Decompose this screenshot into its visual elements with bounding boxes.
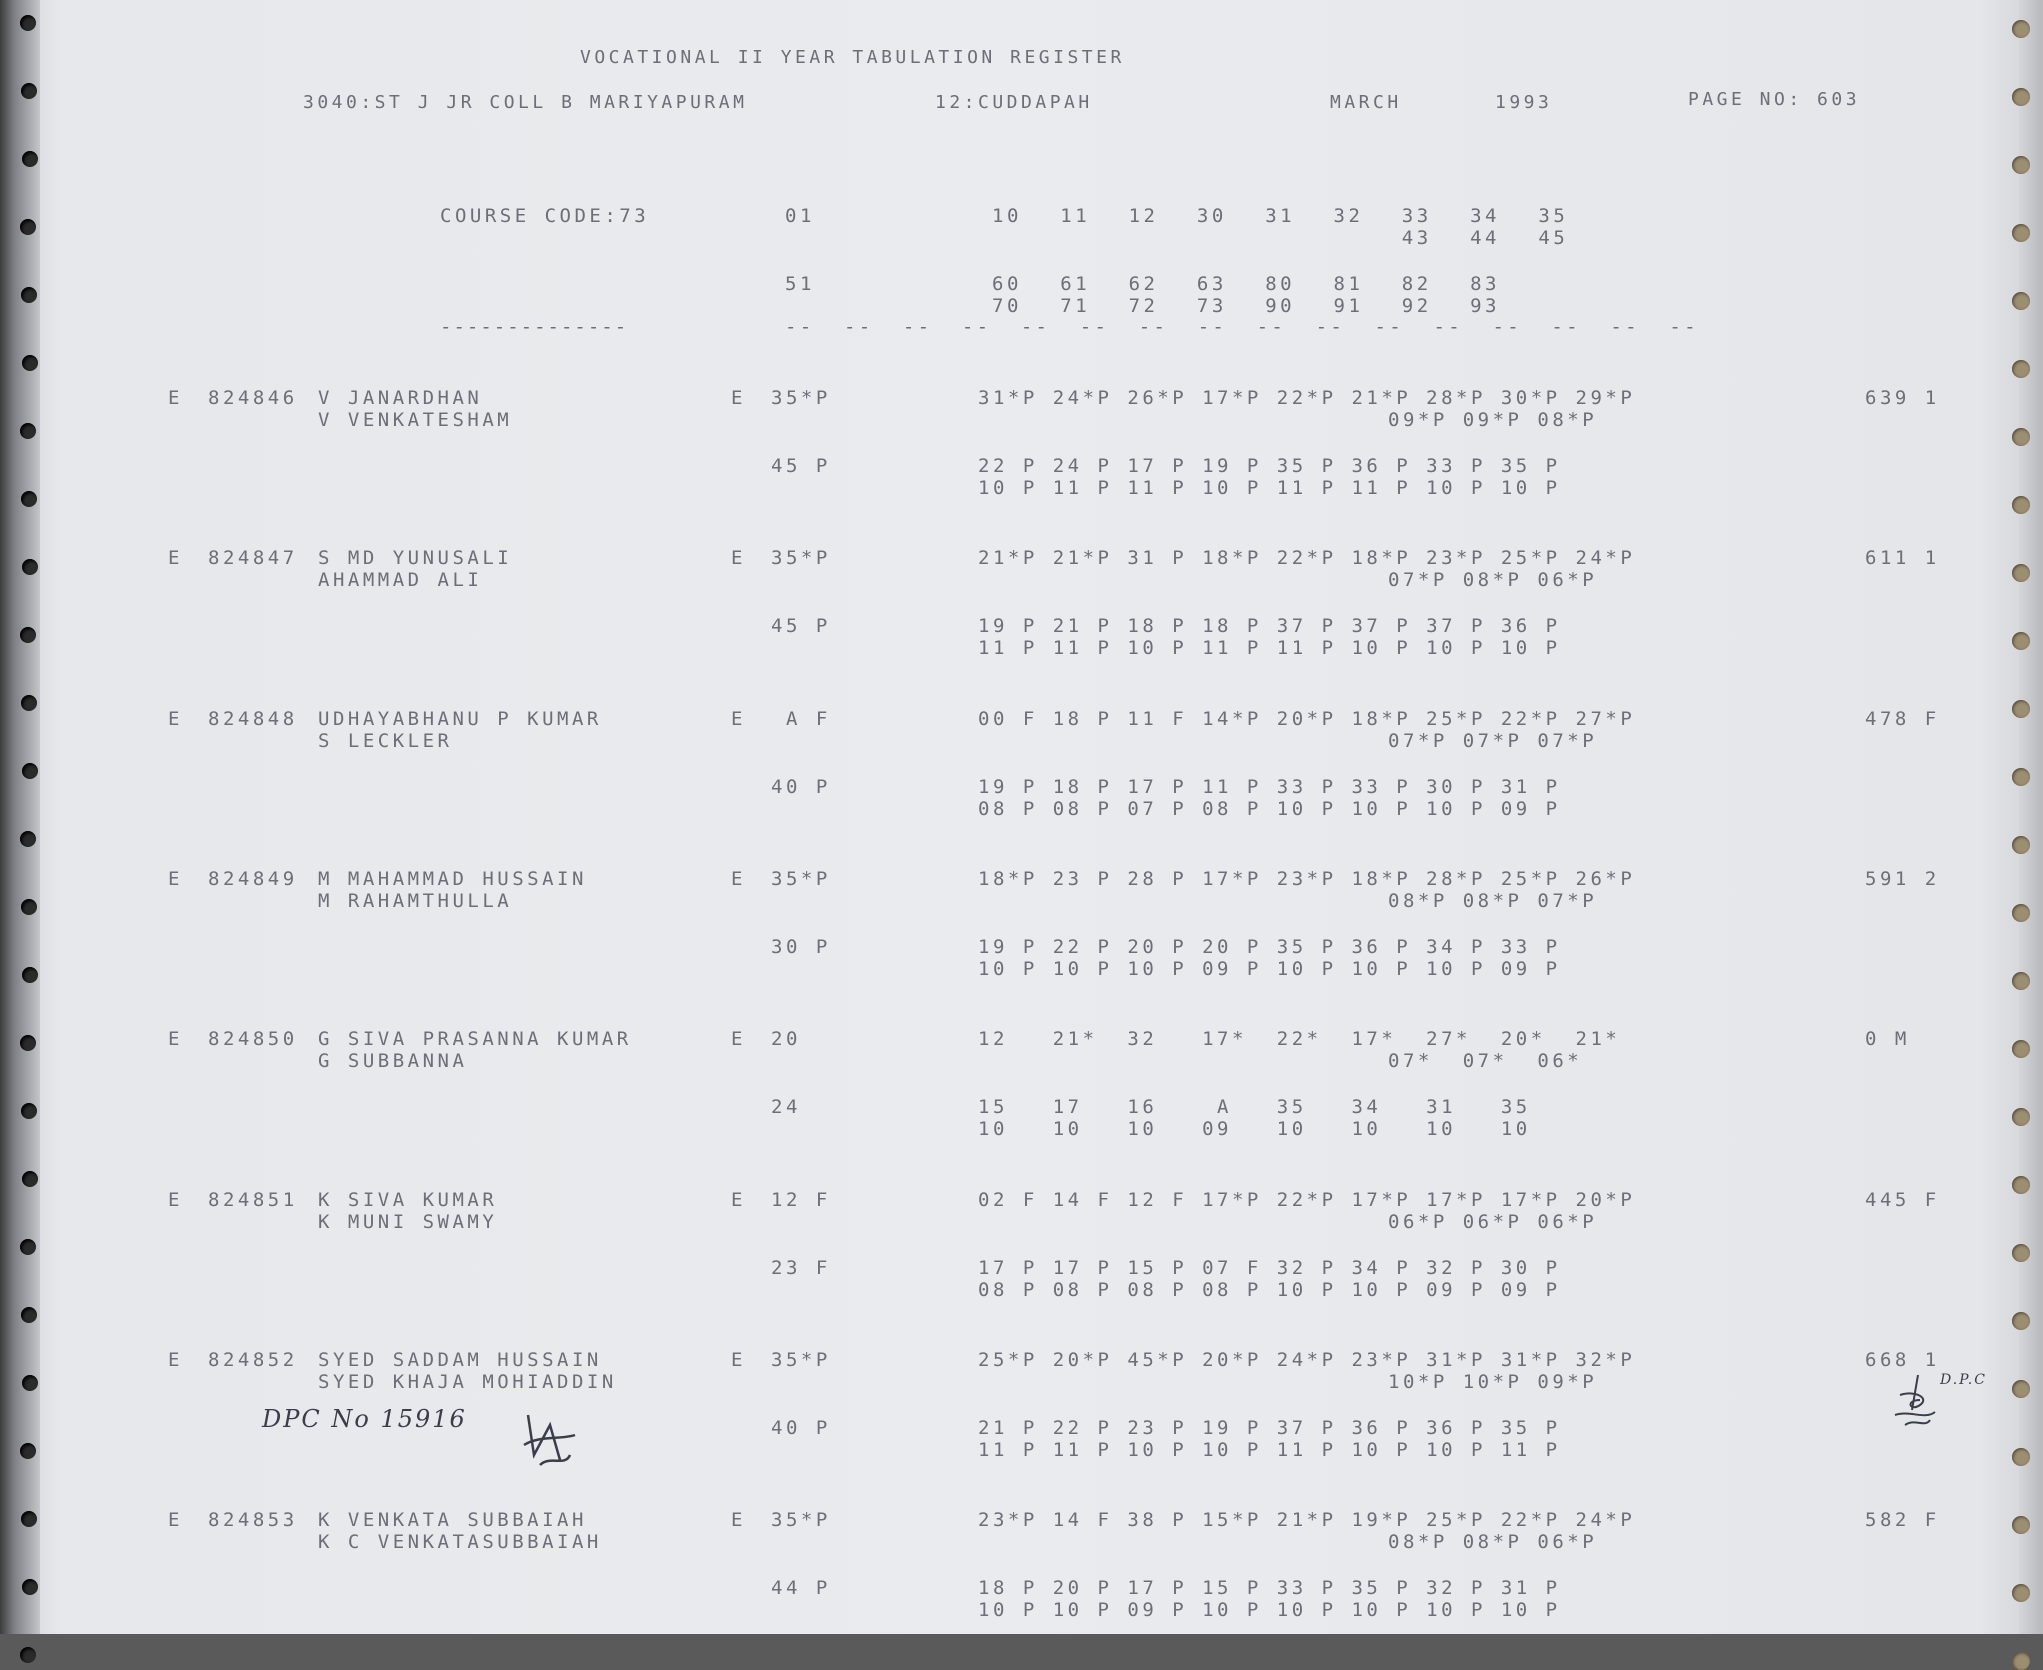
sprocket-hole-left: [22, 151, 38, 167]
sprocket-hole-right: [2012, 20, 2030, 38]
sprocket-hole-right: [2012, 1516, 2030, 1534]
sprocket-hole-right: [2012, 904, 2030, 922]
marks-row1: 25*P 20*P 45*P 20*P 24*P 23*P 31*P 31*P 32*P: [978, 1348, 1636, 1371]
sprocket-hole-left: [20, 1239, 36, 1255]
student-name: V JANARDHAN: [318, 387, 483, 409]
subject-code: 11: [1060, 205, 1091, 227]
roll-number: 824848: [208, 707, 298, 730]
sprocket-hole-right: [2012, 1584, 2030, 1602]
total-result: 445 F: [1865, 1188, 1940, 1211]
sprocket-hole-right: [2012, 972, 2030, 990]
marks-row2: 17 P 17 P 15 P 07 F 32 P 34 P 32 P 30 P: [978, 1256, 1561, 1279]
sprocket-hole-left: [21, 1103, 37, 1119]
father-name: V VENKATESHAM: [318, 409, 513, 431]
sprocket-hole-left: [20, 1647, 36, 1663]
marks-row2: 19 P 22 P 20 P 20 P 35 P 36 P 34 P 33 P: [978, 935, 1561, 958]
roll-number: 824849: [208, 867, 298, 890]
marks-row2: 19 P 18 P 17 P 11 P 33 P 33 P 30 P 31 P: [978, 775, 1561, 798]
sprocket-hole-left: [21, 287, 37, 303]
second-subject-mark: 24: [771, 1096, 801, 1119]
subject-code: 63: [1196, 273, 1227, 295]
subject-code-sub: 71: [1060, 295, 1091, 317]
subject-code-sub: 70: [992, 295, 1022, 317]
record-type: E: [168, 867, 183, 890]
exam-year: 1993: [1495, 92, 1553, 113]
handwritten-margin-note: D.P.C: [1940, 1372, 1987, 1388]
marks-row2-sub: 10 P 10 P 09 P 10 P 10 P 10 P 10 P 10 P: [978, 1599, 1561, 1622]
sprocket-hole-right: [2012, 88, 2030, 106]
marks-row1-sub: 06*P 06*P 06*P: [1388, 1210, 1598, 1233]
subject-code: 10: [992, 205, 1022, 227]
father-name: AHAMMAD ALI: [318, 569, 483, 592]
subject-code: 60: [992, 273, 1022, 295]
sprocket-hole-right: [2012, 1244, 2030, 1262]
marks-row1: 31*P 24*P 26*P 17*P 22*P 21*P 28*P 30*P 29*P: [978, 387, 1636, 409]
marks-row1: 23*P 14 F 38 P 15*P 21*P 19*P 25*P 22*P 24*P: [978, 1509, 1636, 1532]
record-type: E: [168, 1509, 183, 1532]
father-name: SYED KHAJA MOHIADDIN: [318, 1370, 617, 1393]
second-subject-mark: 23 F: [771, 1256, 831, 1279]
marks-row2-sub: 08 P 08 P 07 P 08 P 10 P 10 P 10 P 09 P: [978, 797, 1561, 820]
subject-code: 81: [1333, 273, 1364, 295]
marks-row1-sub: 07* 07* 06*: [1388, 1050, 1583, 1073]
sprocket-hole-left: [20, 219, 36, 235]
sprocket-hole-right: [2012, 1108, 2030, 1126]
first-subject-mark: 12 F: [771, 1188, 831, 1211]
subject-code: 35: [1538, 205, 1569, 227]
sprocket-hole-left: [22, 967, 38, 983]
handwritten-dpc-note: DPC No 15916: [262, 1405, 467, 1433]
sprocket-hole-left: [22, 1171, 38, 1187]
sprocket-hole-left: [22, 1579, 38, 1595]
total-result: 0 M: [1865, 1028, 1910, 1051]
handwritten-signature-1: [520, 1405, 580, 1475]
roll-number: 824847: [208, 547, 298, 570]
sprocket-hole-right: [2012, 1380, 2030, 1398]
subject-code-sub: 92: [1401, 295, 1432, 317]
college-name: 3040:ST J JR COLL B MARIYAPURAM: [303, 92, 748, 113]
marks-row2-sub: 10 P 10 P 10 P 09 P 10 P 10 P 10 P 09 P: [978, 957, 1561, 980]
sprocket-hole-left: [21, 83, 37, 99]
second-subject-mark: 44 P: [771, 1577, 831, 1600]
sprocket-hole-right: [2012, 768, 2030, 786]
header-dashes: -- -- -- -- -- -- -- -- -- -- -- -- -- -- -- --: [785, 316, 1699, 338]
sprocket-hole-left: [20, 1443, 36, 1459]
record-type: E: [168, 1028, 183, 1051]
sprocket-hole-left: [21, 1511, 37, 1527]
marks-row1-sub: 08*P 08*P 07*P: [1388, 889, 1598, 912]
father-name: M RAHAMTHULLA: [318, 889, 513, 912]
father-name: S LECKLER: [318, 729, 453, 752]
subject-code: 30: [1196, 205, 1227, 227]
sprocket-hole-right: [2012, 1448, 2030, 1466]
marks-row1-sub: 10*P 10*P 09*P: [1388, 1370, 1598, 1393]
district-name: 12:CUDDAPAH: [935, 92, 1093, 113]
student-name: K SIVA KUMAR: [318, 1188, 498, 1211]
total-result: 611 1: [1865, 547, 1940, 570]
medium: E: [731, 707, 746, 730]
header-underline: --------------: [440, 316, 629, 338]
marks-row1: 02 F 14 F 12 F 17*P 22*P 17*P 17*P 17*P 20*P: [978, 1188, 1636, 1211]
page-number: PAGE NO: 603: [1688, 89, 1861, 110]
total-result: 668 1: [1865, 1348, 1940, 1371]
marks-row2: 19 P 21 P 18 P 18 P 37 P 37 P 37 P 36 P: [978, 615, 1561, 638]
sprocket-hole-right: [2012, 1040, 2030, 1058]
sprocket-hole-left: [21, 695, 37, 711]
sprocket-hole-left: [22, 1375, 38, 1391]
sprocket-hole-right: [2012, 632, 2030, 650]
sprocket-hole-left: [20, 15, 36, 31]
second-subject-mark: 40 P: [771, 775, 831, 798]
sprocket-hole-left: [20, 627, 36, 643]
marks-row2-sub: 11 P 11 P 10 P 11 P 11 P 10 P 10 P 10 P: [978, 637, 1561, 660]
subject-code: 61: [1060, 273, 1091, 295]
marks-row2-sub: 10 P 11 P 11 P 10 P 11 P 11 P 10 P 10 P: [978, 477, 1561, 499]
subject-code-sub: 45: [1538, 227, 1569, 249]
sprocket-hole-right: [2012, 700, 2030, 718]
second-subject-mark: 45 P: [771, 455, 831, 477]
subject-code: 31: [1265, 205, 1296, 227]
record-type: E: [168, 387, 183, 409]
marks-row2-sub: 11 P 11 P 10 P 10 P 11 P 10 P 10 P 11 P: [978, 1438, 1561, 1461]
roll-number: 824851: [208, 1188, 298, 1211]
register-title: VOCATIONAL II YEAR TABULATION REGISTER: [580, 47, 1125, 68]
sprocket-hole-right: [2012, 1176, 2030, 1194]
medium: E: [731, 1188, 746, 1211]
subject-code: 62: [1128, 273, 1159, 295]
roll-number: 824850: [208, 1028, 298, 1051]
marks-row1: 18*P 23 P 28 P 17*P 23*P 18*P 28*P 25*P 26*P: [978, 867, 1636, 890]
student-name: SYED SADDAM HUSSAIN: [318, 1348, 602, 1371]
total-result: 639 1: [1865, 387, 1940, 409]
marks-row1-sub: 09*P 09*P 08*P: [1388, 409, 1598, 431]
sprocket-hole-right: [2012, 496, 2030, 514]
medium: E: [731, 1028, 746, 1051]
sprocket-hole-right: [2012, 1312, 2030, 1330]
marks-row1-sub: 08*P 08*P 06*P: [1388, 1531, 1598, 1554]
first-subject-mark: 20: [771, 1028, 801, 1051]
record-type: E: [168, 1188, 183, 1211]
father-name: K MUNI SWAMY: [318, 1210, 498, 1233]
subject-code-sub: 73: [1196, 295, 1227, 317]
student-name: K VENKATA SUBBAIAH: [318, 1509, 587, 1532]
sprocket-hole-left: [20, 1035, 36, 1051]
student-name: G SIVA PRASANNA KUMAR: [318, 1028, 632, 1051]
medium: E: [731, 867, 746, 890]
medium: E: [731, 1348, 746, 1371]
first-subject-mark: 35*P: [771, 1509, 831, 1532]
first-subject-mark: 35*P: [771, 867, 831, 890]
sprocket-hole-right: [2012, 428, 2030, 446]
student-name: M MAHAMMAD HUSSAIN: [318, 867, 587, 890]
record-type: E: [168, 547, 183, 570]
sprocket-hole-right: [2012, 360, 2030, 378]
marks-row2-sub: 08 P 08 P 08 P 08 P 10 P 10 P 09 P 09 P: [978, 1278, 1561, 1301]
medium: E: [731, 1509, 746, 1532]
marks-row2: 21 P 22 P 23 P 19 P 37 P 36 P 36 P 35 P: [978, 1416, 1561, 1439]
student-name: S MD YUNUSALI: [318, 547, 513, 570]
second-subject-mark: 40 P: [771, 1416, 831, 1439]
sprocket-hole-right: [2012, 292, 2030, 310]
sprocket-hole-left: [21, 491, 37, 507]
medium: E: [731, 547, 746, 570]
exam-month: MARCH: [1330, 92, 1402, 113]
sprocket-hole-right: [2012, 564, 2030, 582]
father-name: K C VENKATASUBBAIAH: [318, 1531, 602, 1554]
subject-code-sub: 93: [1470, 295, 1500, 317]
total-result: 591 2: [1865, 867, 1940, 890]
sprocket-hole-right: [2012, 156, 2030, 174]
marks-row1: 00 F 18 P 11 F 14*P 20*P 18*P 25*P 22*P 27*P: [978, 707, 1636, 730]
subject-code: 83: [1470, 273, 1500, 295]
subject-code: 12: [1128, 205, 1159, 227]
marks-row1-sub: 07*P 07*P 07*P: [1388, 729, 1598, 752]
marks-row1-sub: 07*P 08*P 06*P: [1388, 569, 1598, 592]
subject-code: 82: [1401, 273, 1432, 295]
subject-code-sub: 90: [1265, 295, 1296, 317]
first-subject-mark: 35*P: [771, 547, 831, 570]
subject-code-sub: 43: [1401, 227, 1432, 249]
sprocket-hole-right: [2012, 1652, 2030, 1670]
marks-row2: 22 P 24 P 17 P 19 P 35 P 36 P 33 P 35 P: [978, 455, 1561, 477]
first-subject-mark: 35*P: [771, 387, 831, 409]
sprocket-hole-left: [21, 1307, 37, 1323]
course-code: COURSE CODE:73: [440, 205, 650, 227]
sprocket-hole-left: [22, 763, 38, 779]
medium: E: [731, 387, 746, 409]
subject-code: 33: [1401, 205, 1432, 227]
total-result: 478 F: [1865, 707, 1940, 730]
marks-row2-sub: 10 10 10 09 10 10 10 10: [978, 1118, 1531, 1141]
sprocket-hole-left: [22, 355, 38, 371]
roll-number: 824846: [208, 387, 298, 409]
student-name: UDHAYABHANU P KUMAR: [318, 707, 602, 730]
subject-code: 34: [1470, 205, 1500, 227]
first-subject-mark: 35*P: [771, 1348, 831, 1371]
first-subject-mark: A F: [771, 707, 831, 730]
handwritten-signature-2: [1890, 1370, 1945, 1430]
subject-code-sub: 72: [1128, 295, 1159, 317]
subject-code-sub: 91: [1333, 295, 1364, 317]
subject-code: 32: [1333, 205, 1364, 227]
sprocket-hole-left: [20, 831, 36, 847]
record-type: E: [168, 707, 183, 730]
sprocket-hole-left: [22, 559, 38, 575]
father-name: G SUBBANNA: [318, 1050, 468, 1073]
record-type: E: [168, 1348, 183, 1371]
sprocket-hole-left: [20, 423, 36, 439]
subject-code-sub: 44: [1470, 227, 1500, 249]
roll-number: 824852: [208, 1348, 298, 1371]
second-subject-mark: 30 P: [771, 935, 831, 958]
sprocket-hole-right: [2012, 836, 2030, 854]
second-subject-mark: 45 P: [771, 615, 831, 638]
marks-row2: 18 P 20 P 17 P 15 P 33 P 35 P 32 P 31 P: [978, 1577, 1561, 1600]
sprocket-hole-right: [2012, 224, 2030, 242]
subject-code-first-1: 01: [785, 205, 815, 227]
subject-code: 80: [1265, 273, 1296, 295]
marks-row1: 21*P 21*P 31 P 18*P 22*P 18*P 23*P 25*P 24*P: [978, 547, 1636, 570]
subject-code-first-2: 51: [785, 273, 815, 295]
marks-row2: 15 17 16 A 35 34 31 35: [978, 1096, 1531, 1119]
marks-row1: 12 21* 32 17* 22* 17* 27* 20* 21*: [978, 1028, 1621, 1051]
roll-number: 824853: [208, 1509, 298, 1532]
sprocket-hole-left: [21, 899, 37, 915]
total-result: 582 F: [1865, 1509, 1940, 1532]
